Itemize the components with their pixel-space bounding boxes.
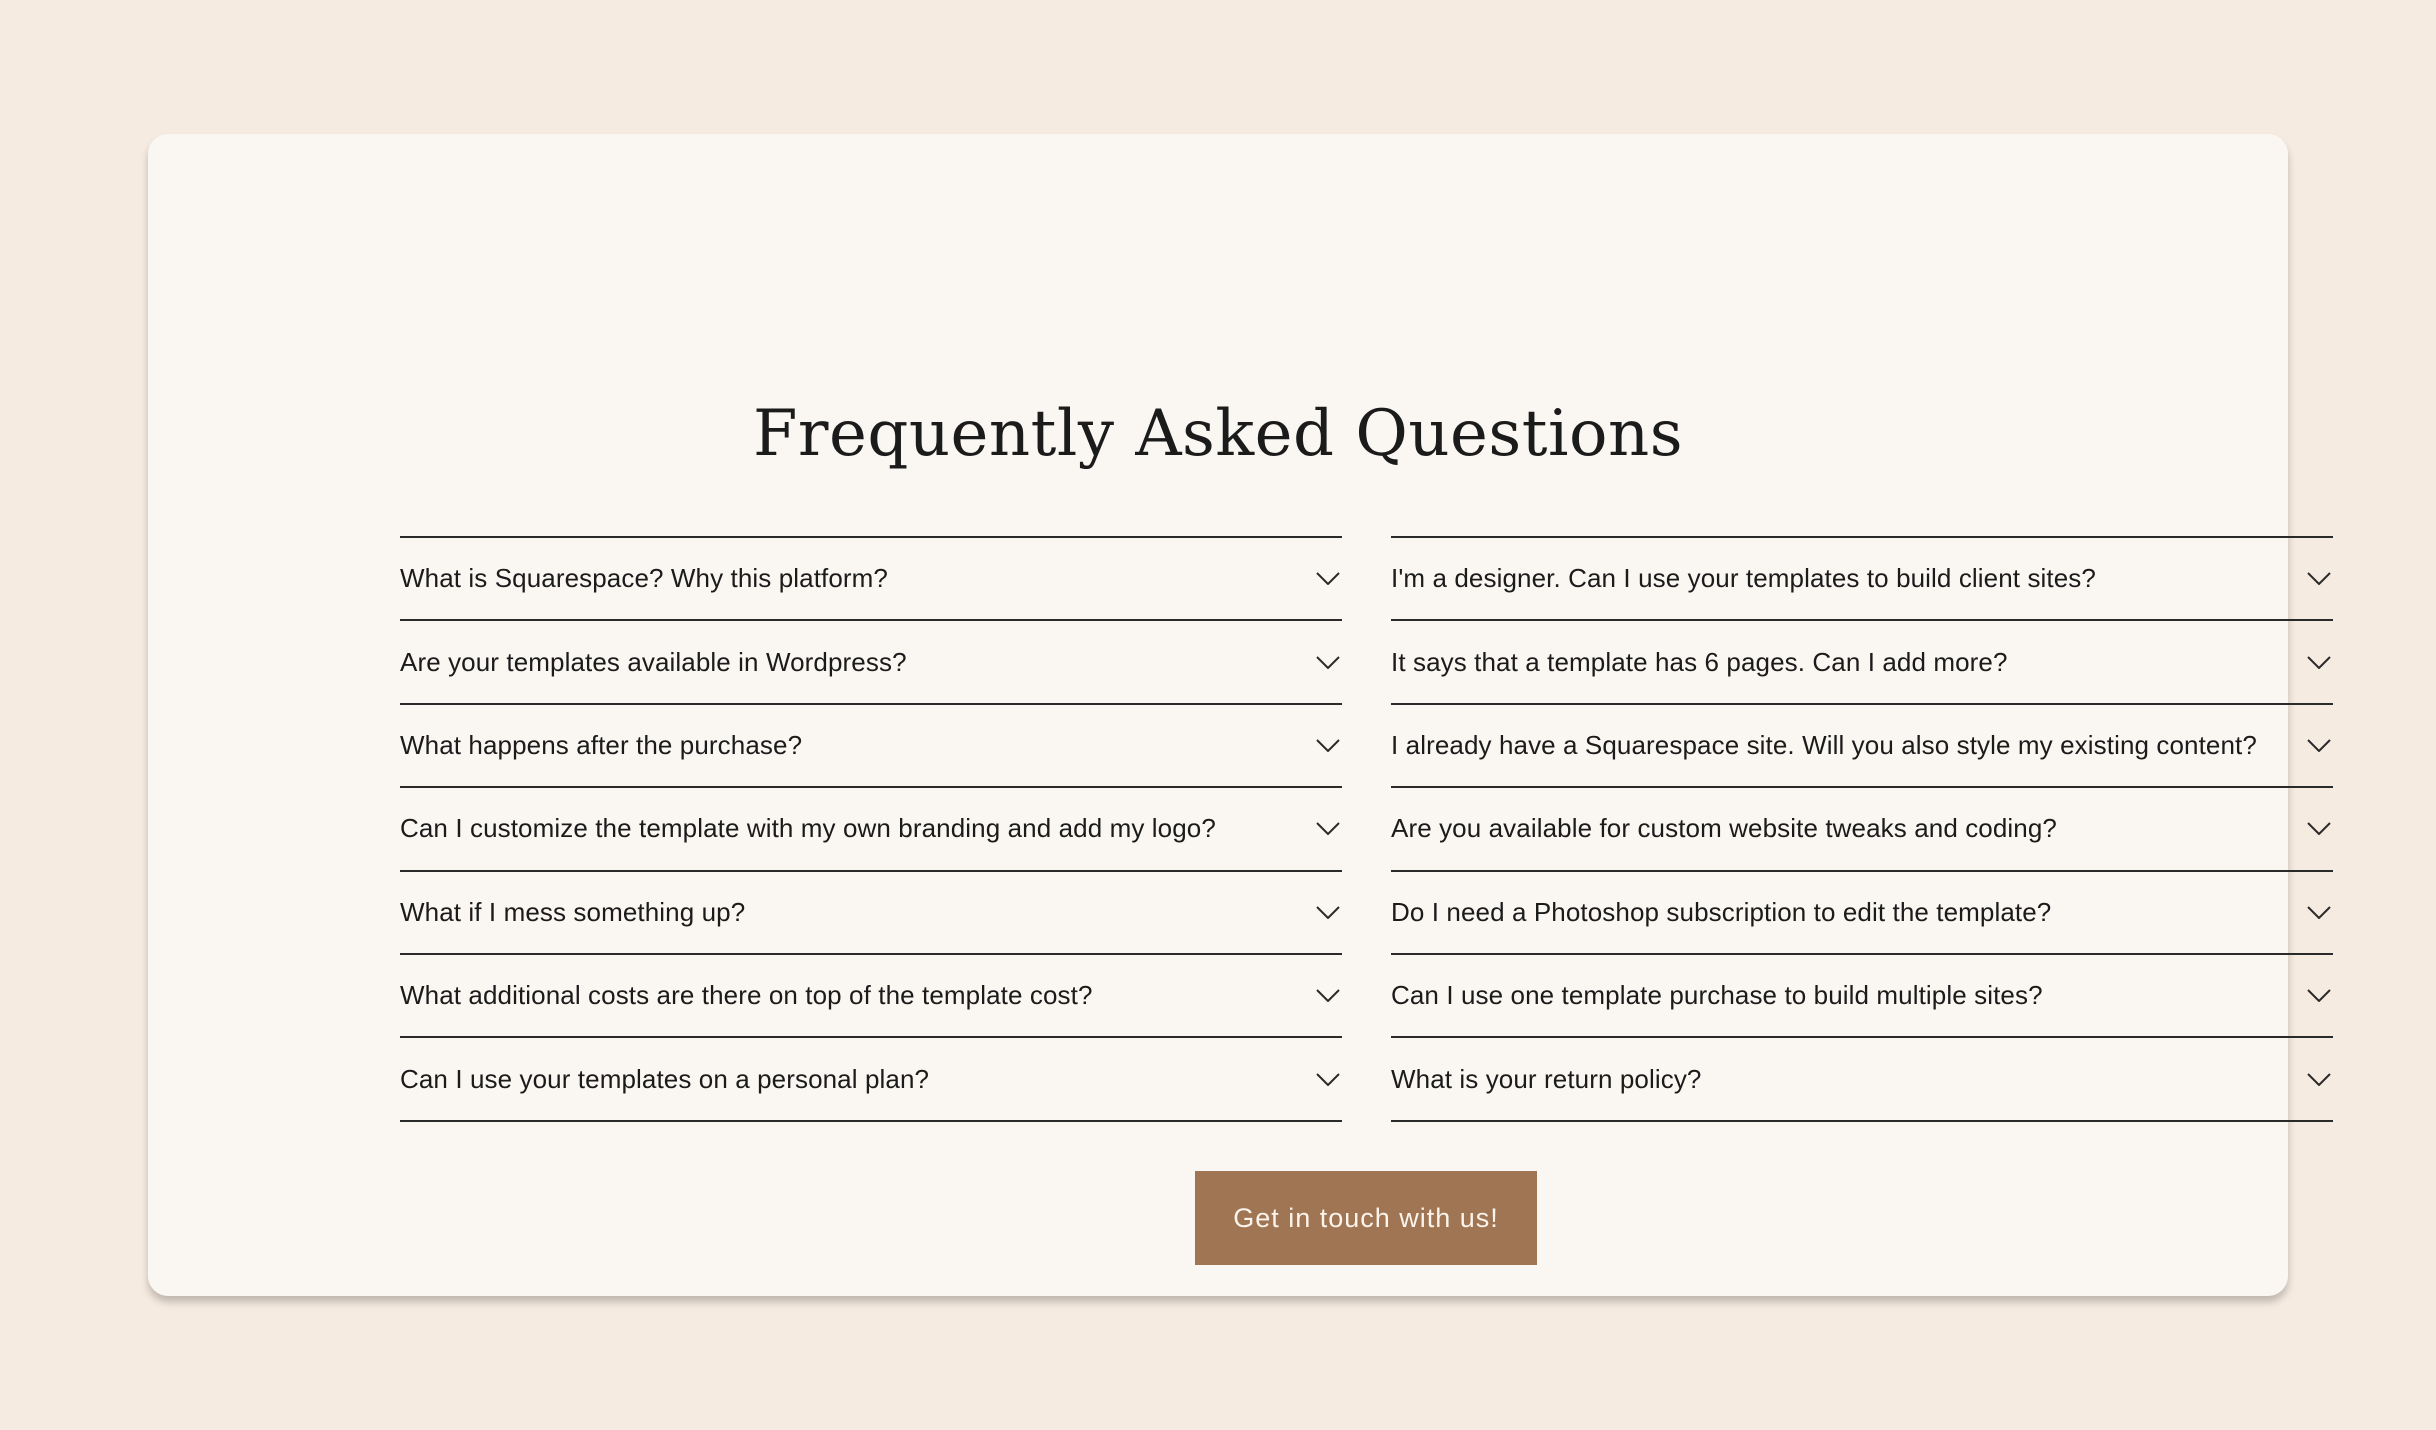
faq-question: What is your return policy? — [1391, 1063, 1702, 1094]
faq-question: I'm a designer. Can I use your templates to build client sites? — [1391, 563, 2096, 594]
faq-item[interactable] — [1391, 955, 2333, 1038]
faq-item[interactable] — [400, 621, 1342, 704]
faq-item[interactable] — [400, 1038, 1342, 1121]
faq-question: What if I mess something up? — [400, 896, 746, 927]
faq-question: Can I customize the template with my own branding and add my logo? — [400, 813, 1216, 844]
chevron-down-icon — [1314, 571, 1342, 587]
faq-item[interactable] — [1391, 538, 2333, 621]
faq-question: Can I use one template purchase to build multiple sites? — [1391, 980, 2043, 1011]
faq-item[interactable] — [1391, 1038, 2333, 1121]
faq-title: Frequently Asked Questions — [752, 397, 1684, 471]
chevron-down-icon — [1314, 654, 1342, 670]
faq-item[interactable] — [400, 955, 1342, 1038]
faq-question: Are your templates available in Wordpress? — [400, 646, 907, 677]
faq-question: Can I use your templates on a personal plan? — [400, 1063, 930, 1094]
faq-card — [148, 134, 2288, 1296]
faq-item[interactable] — [400, 788, 1342, 871]
chevron-down-icon — [1314, 1071, 1342, 1087]
chevron-down-icon — [1314, 988, 1342, 1004]
get-in-touch-button[interactable]: Get in touch with us! — [1195, 1171, 1537, 1265]
faq-question: It says that a template has 6 pages. Can I add more? — [1391, 646, 2008, 677]
faq-column-left — [400, 536, 1342, 1122]
faq-item[interactable] — [400, 872, 1342, 955]
chevron-down-icon — [2305, 737, 2333, 753]
faq-column-right — [1391, 536, 2333, 1122]
chevron-down-icon — [1314, 737, 1342, 753]
chevron-down-icon — [2305, 571, 2333, 587]
faq-item[interactable] — [400, 705, 1342, 788]
faq-question: What additional costs are there on top of the template cost? — [400, 980, 1093, 1011]
faq-question: I already have a Squarespace site. Will you also style my existing content? — [1391, 729, 2257, 760]
faq-question: What is Squarespace? Why this platform? — [400, 563, 888, 594]
chevron-down-icon — [2305, 821, 2333, 837]
chevron-down-icon — [2305, 904, 2333, 920]
faq-question: Do I need a Photoshop subscription to edit the template? — [1391, 896, 2052, 927]
faq-item[interactable] — [400, 538, 1342, 621]
faq-question: What happens after the purchase? — [400, 729, 803, 760]
faq-question: Are you available for custom website tweaks and coding? — [1391, 813, 2057, 844]
chevron-down-icon — [1314, 904, 1342, 920]
chevron-down-icon — [2305, 988, 2333, 1004]
chevron-down-icon — [1314, 821, 1342, 837]
chevron-down-icon — [2305, 654, 2333, 670]
faq-item[interactable] — [1391, 621, 2333, 704]
faq-item[interactable] — [1391, 872, 2333, 955]
faq-item[interactable] — [1391, 705, 2333, 788]
faq-item[interactable] — [1391, 788, 2333, 871]
chevron-down-icon — [2305, 1071, 2333, 1087]
